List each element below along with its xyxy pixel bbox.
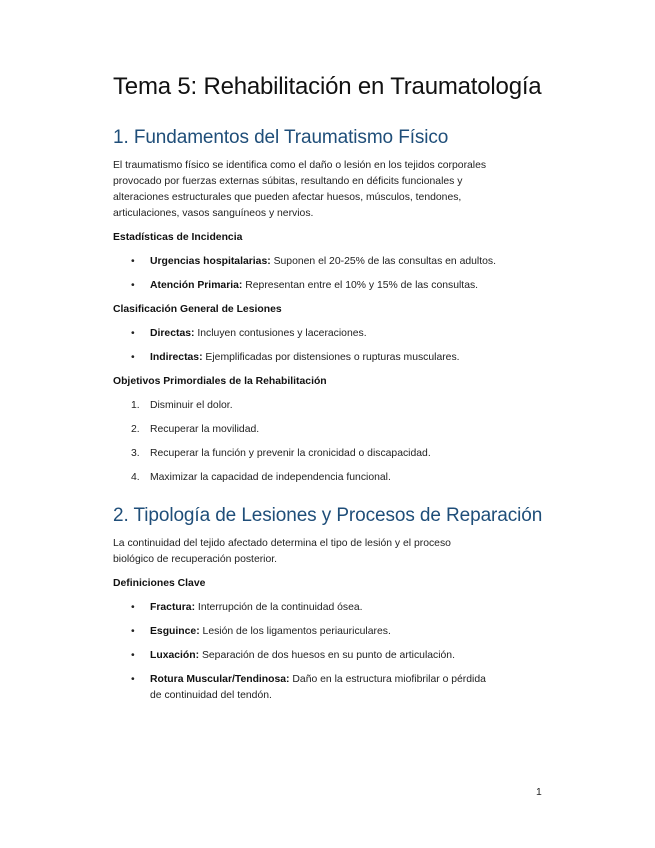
classification-list [113, 326, 543, 366]
section-2-heading: 2. Tipología de Lesiones y Procesos de Reparación [113, 505, 543, 526]
bullet-icon: • [131, 352, 135, 363]
item-text: Daño en la estructura miofibrilar o pérdida [289, 674, 486, 685]
item-term: Rotura Muscular/Tendinosa: [150, 674, 290, 685]
item-term: Directas: [150, 328, 195, 339]
bullet-icon: • [131, 650, 135, 661]
item-number: 2. [131, 424, 140, 435]
classification-heading: Clasificación General de Lesiones [113, 304, 282, 315]
list-item [113, 254, 543, 270]
list-item [113, 672, 543, 704]
section-2-intro [113, 536, 543, 568]
list-item [113, 278, 543, 294]
section-1-intro [113, 158, 543, 222]
item-term: Luxación: [150, 650, 200, 661]
item-term: Fractura: [150, 602, 196, 613]
list-item [113, 422, 543, 438]
list-item [113, 446, 543, 462]
bullet-icon: • [131, 328, 135, 339]
list-item [113, 624, 543, 640]
list-item [113, 470, 543, 486]
item-text: Representan entre el 10% y 15% de las consultas. [242, 280, 479, 291]
bullet-icon: • [131, 280, 135, 291]
item-term: Indirectas: [150, 352, 203, 363]
objectives-list [113, 398, 543, 486]
list-item [113, 326, 543, 342]
intro-line: provocado por fuerzas externas súbitas, resultando en déficits funcionales y [113, 176, 463, 187]
stats-list [113, 254, 543, 294]
bullet-icon: • [131, 602, 135, 613]
item-number: 3. [131, 448, 140, 459]
item-text: Interrupción de la continuidad ósea. [195, 602, 363, 613]
item-text: Recuperar la movilidad. [150, 424, 260, 435]
item-text: Separación de dos huesos en su punto de articulación. [199, 650, 455, 661]
item-text: Recuperar la función y prevenir la cronicidad o discapacidad. [150, 448, 431, 459]
bullet-icon: • [131, 256, 135, 267]
item-term: Atención Primaria: [150, 280, 243, 291]
bullet-icon: • [131, 674, 135, 685]
item-number: 4. [131, 472, 140, 483]
item-text: Disminuir el dolor. [150, 400, 233, 411]
bullet-icon: • [131, 626, 135, 637]
definitions-list [113, 600, 543, 704]
intro-line: alteraciones estructurales que pueden afectar huesos, músculos, tendones, [113, 192, 462, 203]
intro-line: articulaciones, vasos sanguíneos y nervios. [113, 208, 314, 219]
intro-line: El traumatismo físico se identifica como el daño o lesión en los tejidos corporales [113, 160, 487, 171]
stats-heading: Estadísticas de Incidencia [113, 232, 243, 243]
section-1-heading: 1. Fundamentos del Traumatismo Físico [113, 127, 449, 148]
document-page [113, 72, 543, 704]
objectives-heading: Objetivos Primordiales de la Rehabilitación [113, 376, 327, 387]
item-text-continuation: de continuidad del tendón. [150, 690, 272, 701]
item-text: Lesión de los ligamentos periauriculares. [199, 626, 391, 637]
list-item [113, 398, 543, 414]
list-item [113, 600, 543, 616]
document-title: Tema 5: Rehabilitación en Traumatología [113, 73, 542, 100]
intro-line: biológico de recuperación posterior. [113, 554, 278, 565]
item-number: 1. [131, 400, 140, 411]
item-text: Incluyen contusiones y laceraciones. [194, 328, 367, 339]
item-term: Urgencias hospitalarias: [150, 256, 271, 267]
item-text: Ejemplificadas por distensiones o rupturas musculares. [202, 352, 460, 363]
definitions-heading: Definiciones Clave [113, 578, 206, 589]
intro-line: La continuidad del tejido afectado determina el tipo de lesión y el proceso [113, 538, 451, 549]
item-term: Esguince: [150, 626, 200, 637]
item-text: Suponen el 20-25% de las consultas en adultos. [270, 256, 496, 267]
list-item [113, 648, 543, 664]
list-item [113, 350, 543, 366]
page-number: 1 [536, 787, 542, 798]
item-text: Maximizar la capacidad de independencia funcional. [150, 472, 391, 483]
